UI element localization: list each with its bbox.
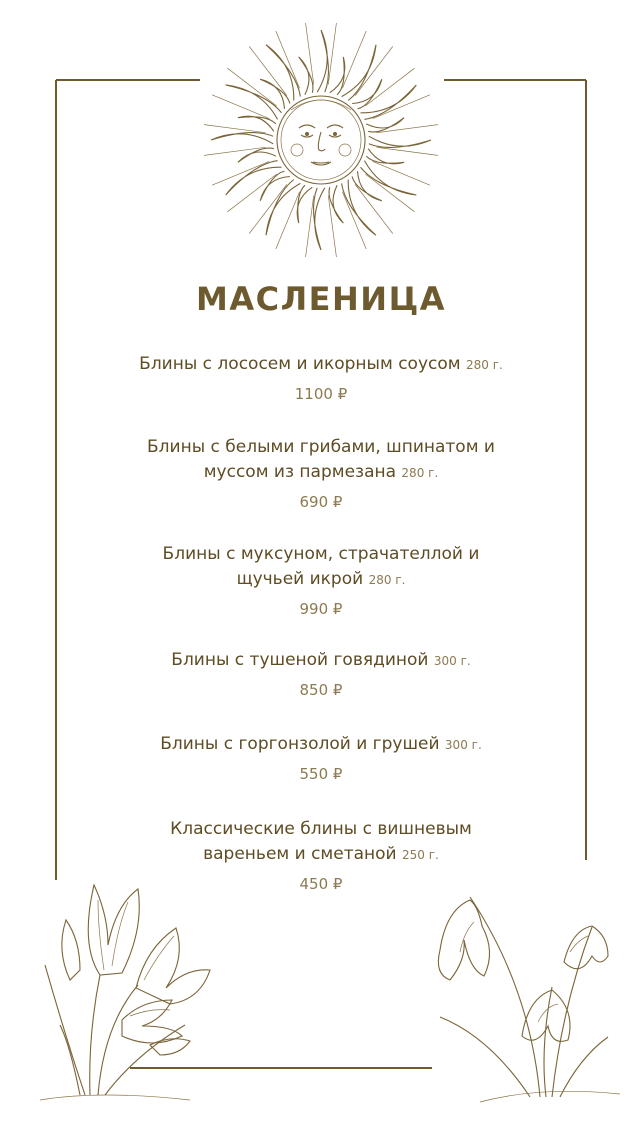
item-weight: 280 г. (466, 358, 503, 372)
sun-ray-line (212, 161, 269, 185)
menu-item (110, 352, 532, 403)
sun-face-icon (196, 14, 446, 264)
menu-item (160, 542, 482, 618)
sun-ray-line (204, 125, 266, 133)
sun-ray (266, 180, 300, 236)
item-name: Блины с муксуном, страчателлой и щучьей икрой (162, 544, 480, 589)
item-name: Классические блины с вишневым вареньем и сметаной (170, 819, 472, 864)
sun-ray-line (249, 46, 287, 95)
sun-ray (342, 180, 376, 236)
item-price: 850 ₽ (299, 681, 343, 699)
sun-ray-line (276, 31, 300, 88)
item-name: Блины с тушеной говядиной (171, 650, 429, 670)
sun-ray (361, 161, 417, 195)
sun-ray (211, 133, 273, 144)
sun-ray (361, 85, 417, 119)
menu-item (110, 732, 532, 783)
item-price: 550 ₽ (299, 765, 343, 783)
sun-ray (266, 45, 300, 101)
sun-ray-line (306, 196, 314, 258)
menu-item (110, 648, 532, 699)
snowdrop-flowers-icon (420, 862, 620, 1112)
crocus-flowers-icon (30, 870, 220, 1110)
item-weight: 280 г. (368, 573, 406, 587)
item-weight: 300 г. (433, 654, 471, 668)
item-price: 1100 ₽ (294, 385, 348, 403)
sun-ray (342, 45, 376, 101)
item-price: 990 ₽ (299, 600, 343, 618)
item-weight: 300 г. (444, 738, 482, 752)
menu-title: МАСЛЕНИЦА (195, 280, 447, 318)
item-weight: 250 г. (402, 848, 439, 862)
sun-ray (330, 57, 345, 95)
sun-ray (366, 149, 404, 164)
item-name: Блины с белыми грибами, шпинатом и муссом из пармезана (147, 437, 495, 482)
sun-ray-line (373, 95, 430, 119)
item-price: 450 ₽ (299, 875, 343, 893)
menu-item (140, 435, 502, 511)
sun-ray-line (227, 174, 276, 212)
sun-ray (314, 188, 325, 250)
sun-ray-line (342, 192, 366, 249)
item-name: Блины с лососем и икорным соусом (139, 354, 461, 374)
item-weight: 280 г. (401, 466, 439, 480)
sun-ray-line (377, 147, 439, 155)
sun-ray (238, 116, 276, 131)
sun-ray (297, 185, 312, 223)
sun-ray (226, 161, 282, 195)
sun-ray-line (365, 68, 414, 106)
sun-ray-line (355, 184, 393, 233)
sun-ray (226, 85, 282, 119)
sun-ray-line (328, 23, 336, 85)
sun-ray (317, 30, 328, 92)
item-name: Блины с горгонзолой и грушей (160, 734, 440, 754)
item-price: 690 ₽ (299, 493, 343, 511)
sun-ray (369, 136, 431, 147)
